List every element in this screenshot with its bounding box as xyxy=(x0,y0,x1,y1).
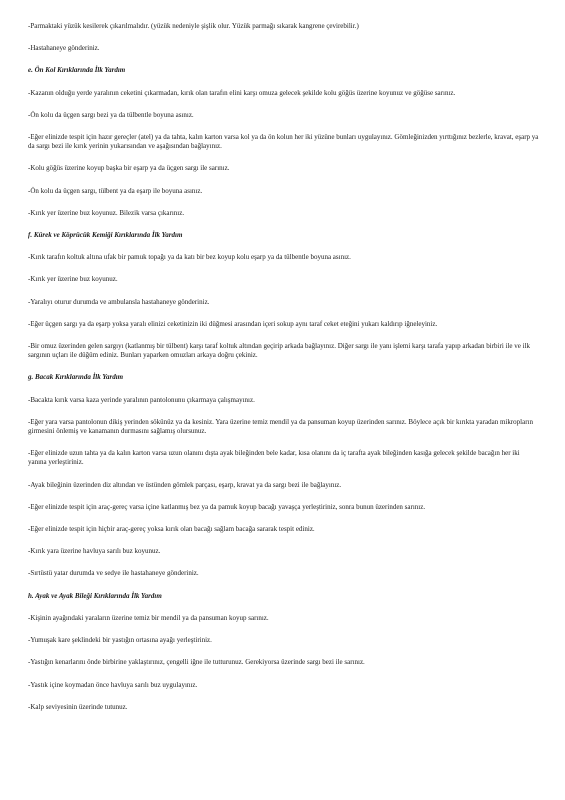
paragraph: -Parmaktaki yüzük kesilerek çıkarılmalıdır. (yüzük nedeniyle şişlik olur. Yüzük parmağı sıkarak kangrene çevirebilir.) xyxy=(28,22,359,30)
paragraph: -Ön kolu da üçgen sargı bezi ya da tülbentle boyuna asınız. xyxy=(28,110,194,119)
paragraph: -Kolu göğüs üzerine koyup başka bir eşarp ya da üçgen sargı ile sarınız. xyxy=(28,164,230,173)
paragraph: -Kişinin ayağındaki yaraların üzerine temiz bir mendil ya da pansuman koyup sarınız. xyxy=(28,613,269,622)
paragraph: -Bacakta kırık varsa kaza yerinde yaralının pantolonunu çıkarmaya çalışmayınız. xyxy=(28,395,255,404)
paragraph: -Yaralıyı oturur durumda ve ambulansla hastahaneye gönderiniz. xyxy=(28,297,210,306)
section-heading: f. Kürek ve Köprücük Kemiği Kırıklarında İlk Yardım xyxy=(28,231,183,240)
paragraph: -Kırık yer üzerine buz koyunuz. Bilezik varsa çıkarınız. xyxy=(28,208,185,217)
paragraph: -Eğer elinizde tespit için araç-gereç varsa içine katlanmış bez ya da pamuk koyup bacağı yavaşça yerleştiriniz, sonra bunun üzerinden sarınız. xyxy=(28,502,426,511)
paragraph: -Eğer elinizde uzun tahta ya da kalın karton varsa uzun olanını dışta ayak bileğinden bele kadar, kısa olanını da iç tarafta ayak bileğinden kasığa gelecek şekilde bacağın her iki yanına yerleştiriniz. xyxy=(28,449,520,467)
document-page xyxy=(28,22,540,725)
paragraph: -Ön kolu da üçgen sargı, tülbent ya da eşarp ile boyuna asınız. xyxy=(28,186,203,195)
paragraph: -Kalp seviyesinin üzerinde tutunuz. xyxy=(28,702,128,711)
paragraph: -Yastık içine koymadan önce havluya sarılı buz uygulayınız. xyxy=(28,680,198,689)
paragraph: -Eğer üçgen sargı ya da eşarp yoksa yaralı elinizi ceketinizin iki düğmesi arasından içeri sokup aynı taraf ceket eteğini yukarı kaldırıp iğneleyiniz. xyxy=(28,319,438,328)
paragraph: -Eğer elinizde tespit için hazır gereçler (atel) ya da tahta, kalın karton varsa kol ya da ön kolun her iki yüzüne bunları uygulayınız. Gömleğinizden yırttığınız bezlerle, kravat, eşarp ya da sargı bezi ile kırık yerinin yukarısından ve aşağısından bağlayınız. xyxy=(28,133,539,151)
paragraph: -Eğer yara varsa pantolonun dikiş yerinden sökünüz ya da kesiniz. Yara üzerine temiz mendil ya da pansuman koyup üzerinden sarınız. Böylece açık bir kırıkta yaradan mikropların girmesini önlemiş ve kanamanın durmasını sağlamış olursunuz. xyxy=(28,417,534,436)
paragraph: -Sırtüstü yatar durumda ve sedye ile hastahaneye gönderiniz. xyxy=(28,569,199,578)
paragraph: -Kazanın olduğu yerde yaralının ceketini çıkarmadan, kırık olan tarafın elini karşı omuza gelecek şekilde kolu göğüs üzerine koyunuz ve göğüse sarınız. xyxy=(28,88,456,97)
section-heading: g. Bacak Kırıklarında İlk Yardım xyxy=(28,373,124,382)
paragraph: -Kırık yer üzerine buz koyunuz. xyxy=(28,275,118,284)
paragraph: -Bir omuz üzerinden gelen sargıyı (katlanmış bir tülbent) karşı taraf koltuk altından geçirip arkada bağlayınız. Diğer sargı ile yanı işlemi karşı tarafa yapıp arkadan birbiri ile ve ilk sargının uçları ile düğüm ediniz. Bunları yaparken omuzları arkaya doğru çekiniz. xyxy=(28,342,531,360)
section-heading: h. Ayak ve Ayak Bileği Kırıklarında İlk Yardım xyxy=(28,591,162,600)
paragraph: -Eğer elinizde tespit için hiçbir araç-gereç yoksa kırık olan bacağı sağlam bacağa sararak tespit ediniz. xyxy=(28,525,315,534)
paragraph: -Hastahaneye gönderiniz. xyxy=(28,44,100,53)
section-heading: e. Ön Kol Kırıklarında İlk Yardım xyxy=(28,66,126,75)
paragraph: -Kırık tarafın koltuk altına ufak bir pamuk topağı ya da katı bir bez koyup kolu eşarp ya da tülbentle boyuna asınız. xyxy=(28,253,351,262)
paragraph: -Yumuşak kare şeklindeki bir yastığın ortasına ayağı yerleştiriniz. xyxy=(28,636,212,645)
paragraph: -Yastığın kenarlarını önde birbirine yaklaştırınız, çengelli iğne ile tutturunuz. Gerekiyorsa üzerinde sargı bezi ile sarınız. xyxy=(28,658,365,667)
paragraph: -Kırık yara üzerine havluya sarılı buz koyunuz. xyxy=(28,547,161,556)
paragraph: -Ayak bileğinin üzerinden diz altından ve üstünden gömlek parçası, eşarp, kravat ya da sargı bezi ile bağlayınız. xyxy=(28,480,342,489)
